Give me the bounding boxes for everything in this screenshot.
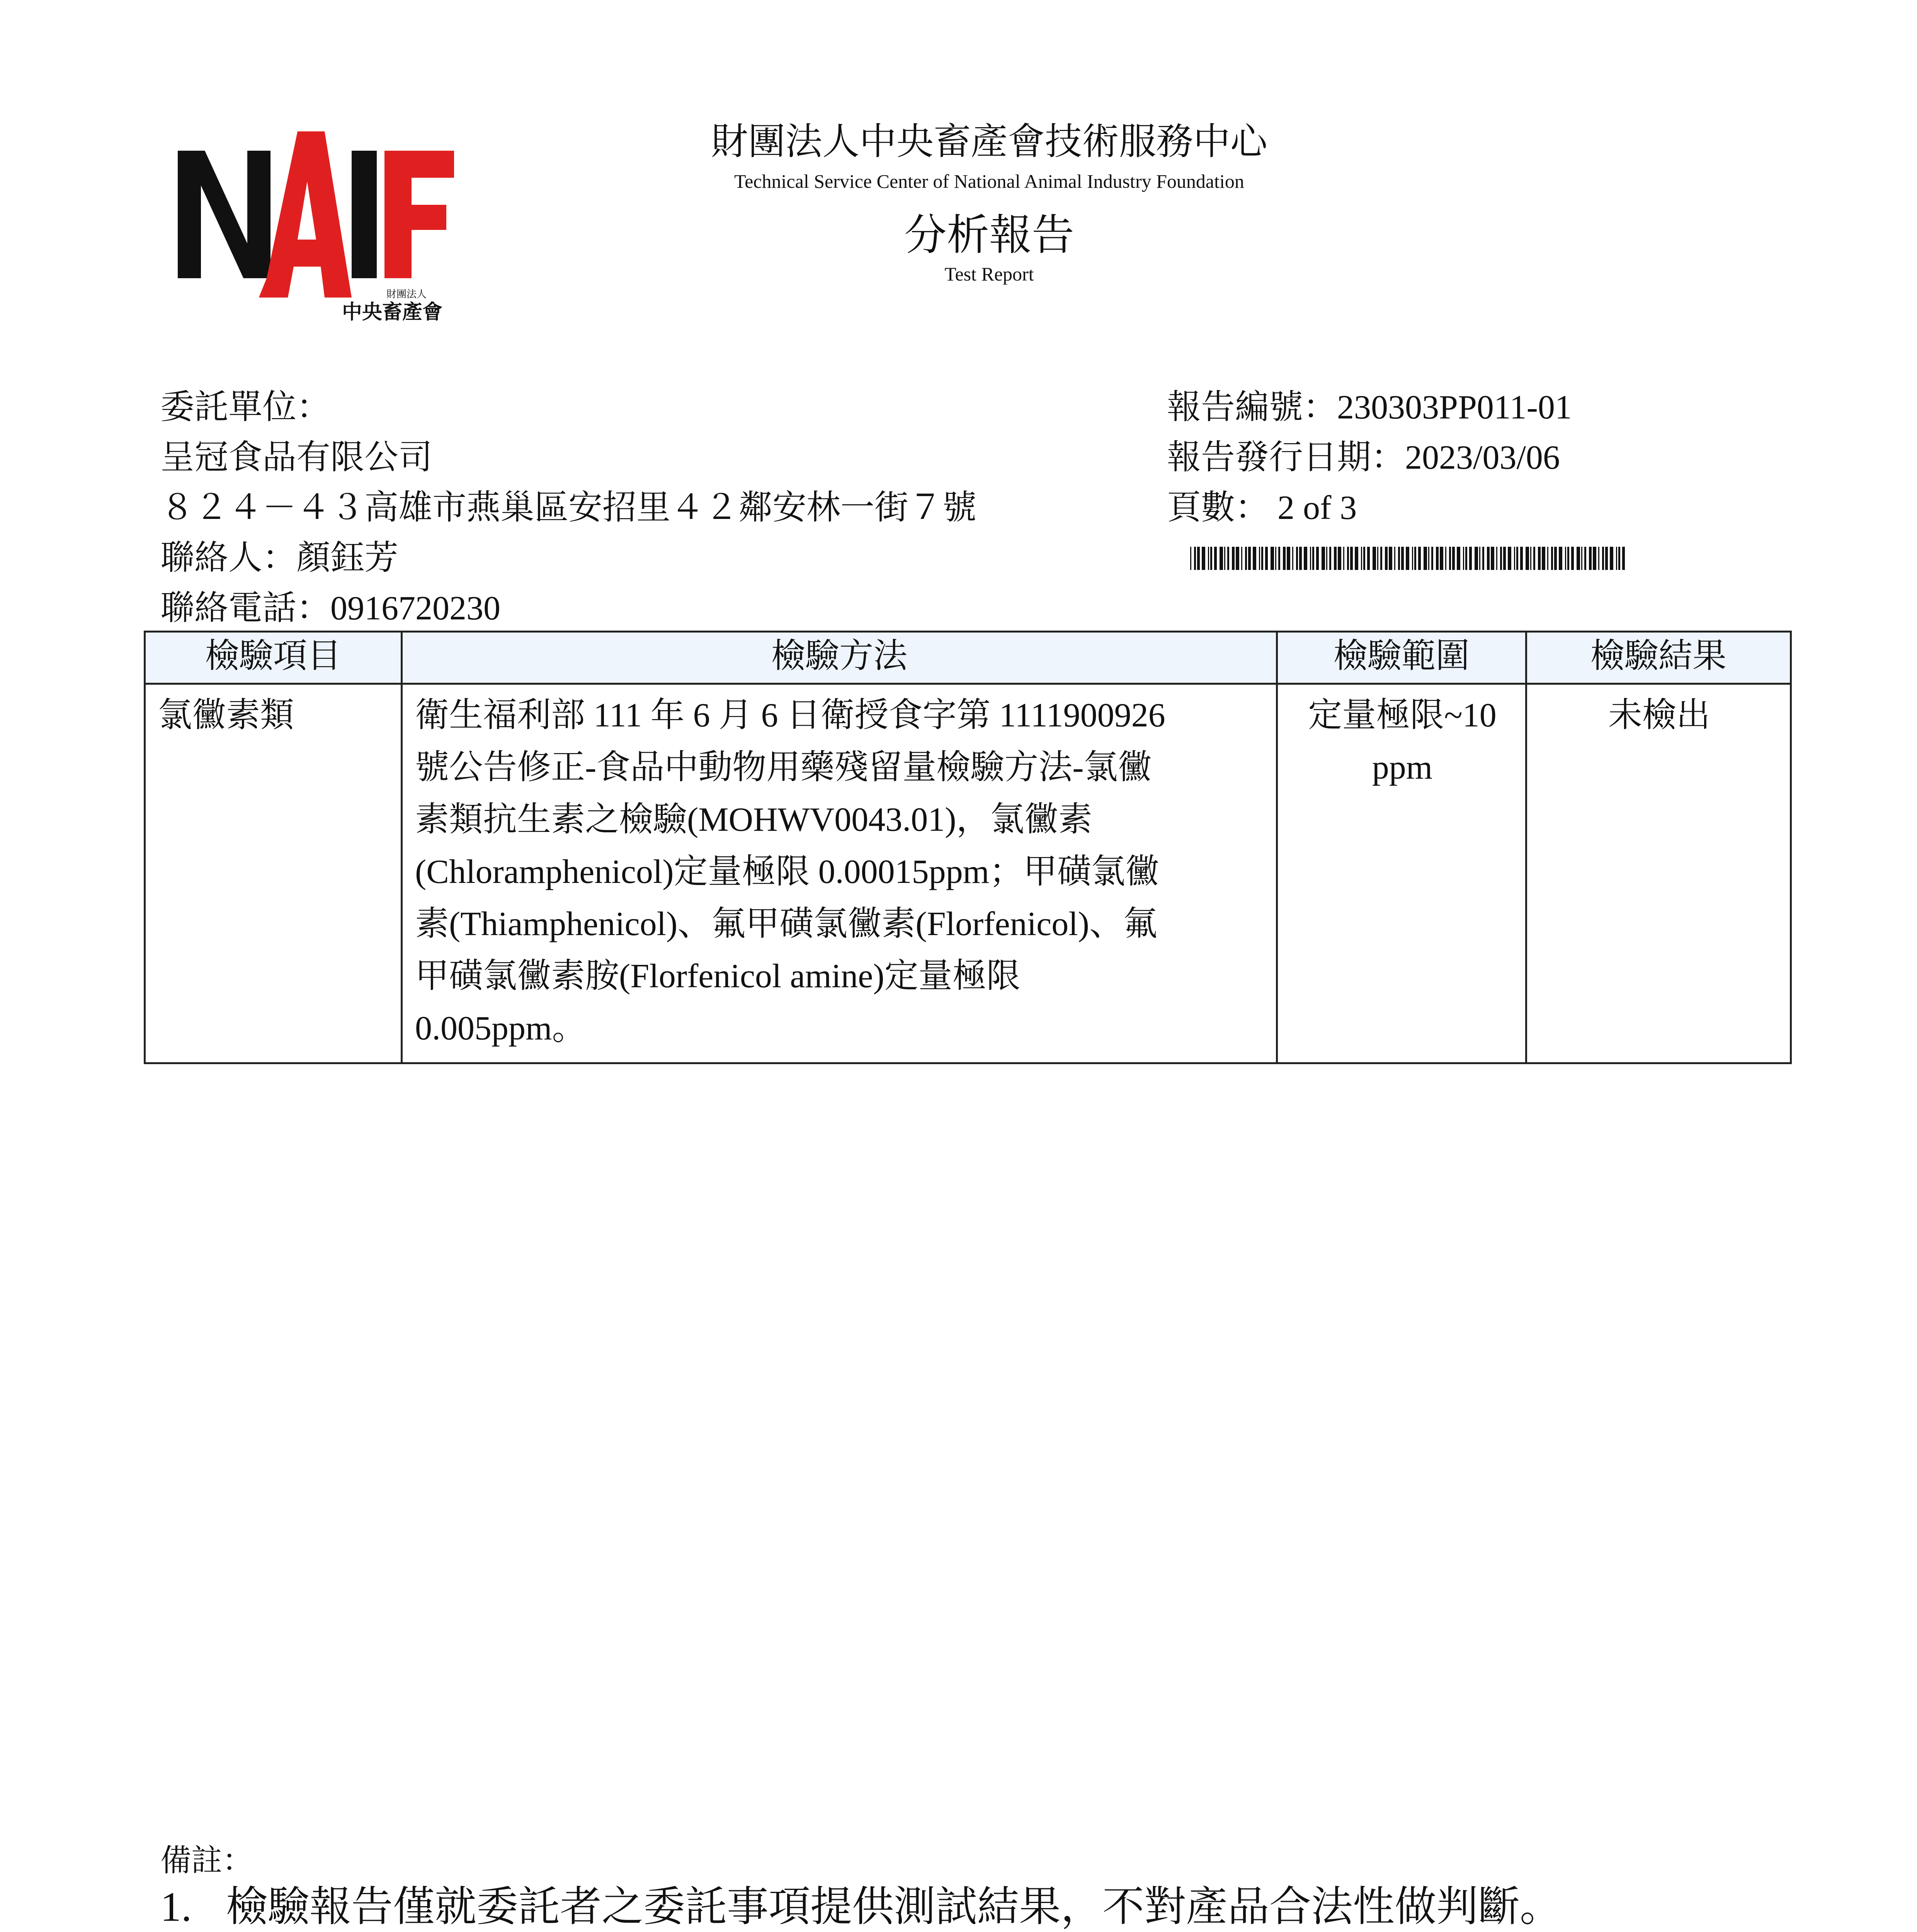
table-row — [145, 684, 1791, 1063]
org-name-cn: 財團法人中央畜產會技術服務中心 — [711, 120, 1267, 163]
notes-title: 備註： — [160, 1844, 253, 1878]
client-label: 委託單位： — [160, 389, 331, 426]
naif-logo-letters — [178, 131, 454, 298]
header-method: 檢驗方法 — [402, 632, 1277, 684]
note-item — [160, 1878, 1822, 1932]
method-line: 素類抗生素之檢驗(MOHWV0043.01)，氯黴素 — [415, 801, 1092, 838]
method-line: (Chloramphenicol)定量極限 0.00015ppm；甲磺氯黴 — [415, 853, 1160, 891]
results-table — [144, 631, 1792, 1064]
header-range: 檢驗範圍 — [1277, 632, 1526, 684]
method-line: 素(Thiamphenicol)、氟甲磺氯黴素(Florfenicol)、氟 — [415, 905, 1157, 943]
method-line: 甲磺氯黴素胺(Florfenicol amine)定量極限 — [415, 957, 1021, 995]
report-pages: 頁數： 2 of 3 — [1167, 489, 1357, 527]
report-number: 報告編號：230303PP011-01 — [1167, 389, 1572, 426]
naif-logo — [170, 116, 464, 332]
header-result: 檢驗結果 — [1526, 632, 1791, 684]
method-line: 0.005ppm。 — [415, 1010, 586, 1047]
note-text: 檢驗報告僅就委託者之委託事項提供測試結果，不對產品合法性做判斷。 — [226, 1883, 1562, 1931]
method-line: 衛生福利部 111 年 6 月 6 日衛授食字第 1111900926 — [415, 697, 1165, 734]
client-info — [160, 383, 976, 634]
range-line: ppm — [1372, 749, 1433, 786]
cell-item: 氯黴素類 — [145, 684, 402, 1063]
logo-small-label: 財團法人 — [386, 289, 427, 300]
cell-range — [1277, 684, 1526, 1063]
report-title-cn: 分析報告 — [904, 210, 1074, 260]
report-date: 報告發行日期：2023/03/06 — [1167, 439, 1560, 476]
client-phone: 聯絡電話：0916720230 — [160, 590, 501, 627]
barcode — [1190, 547, 1631, 570]
report-title-en: Test Report — [944, 263, 1034, 285]
method-line: 號公告修正-食品中動物用藥殘留量檢驗方法-氯黴 — [415, 749, 1152, 786]
client-address: ８２４－４３高雄市燕巢區安招里４２鄰安林一街７號 — [160, 489, 977, 527]
cell-result: 未檢出 — [1526, 684, 1791, 1063]
cell-method — [402, 684, 1277, 1063]
table-header-row — [145, 632, 1791, 684]
org-name-en: Technical Service Center of National Animal Industry Foundation — [734, 170, 1244, 192]
range-line: 定量極限~10 — [1308, 697, 1497, 734]
logo-name: 中央畜產會 — [342, 301, 443, 324]
note-number: 1. — [160, 1884, 192, 1930]
header-item: 檢驗項目 — [145, 632, 402, 684]
client-contact: 聯絡人：顏鈺芳 — [160, 539, 399, 577]
report-meta — [1167, 383, 1572, 533]
client-company: 呈冠食品有限公司 — [160, 439, 433, 476]
